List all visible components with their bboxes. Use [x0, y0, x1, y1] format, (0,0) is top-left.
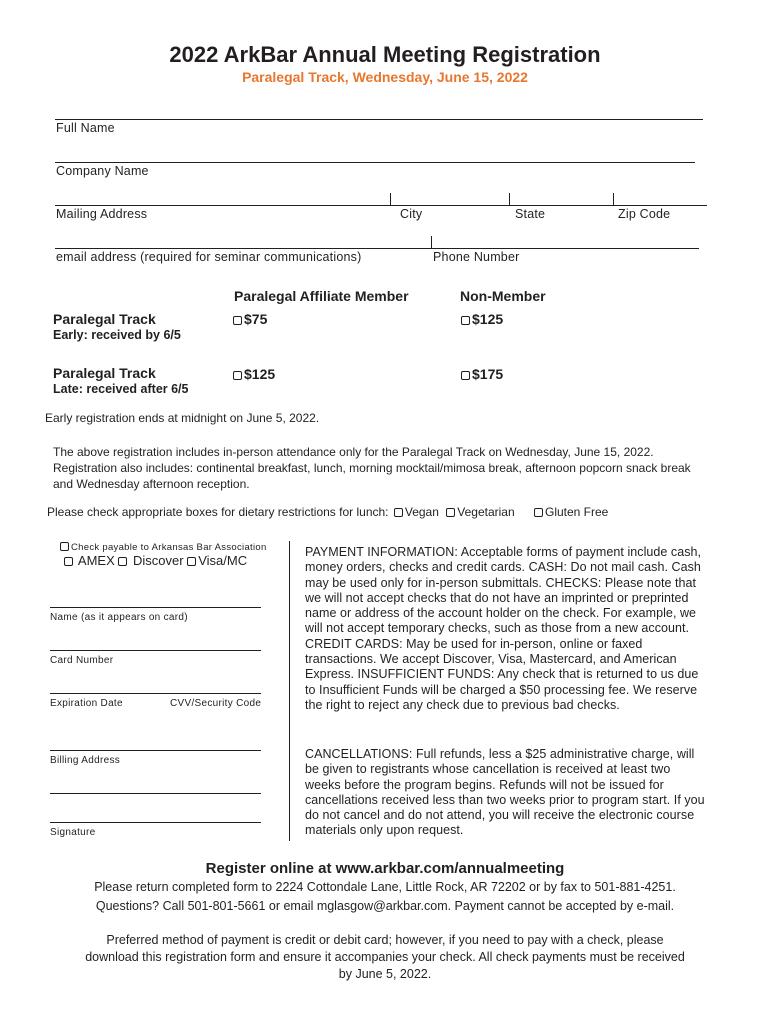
dietary-prompt [47, 505, 608, 519]
name-on-card-field[interactable] [50, 607, 261, 608]
card-number-label: Card Number [50, 655, 114, 666]
checkbox-icon[interactable] [118, 557, 127, 566]
gluten-free-label: Gluten Free [544, 505, 609, 519]
billing-address-label: Billing Address [50, 755, 121, 766]
checkbox-icon[interactable] [461, 316, 470, 325]
billing-address-field[interactable] [50, 750, 261, 751]
checkbox-icon[interactable] [461, 371, 470, 380]
vegetarian-label: Vegetarian [457, 505, 515, 519]
includes-line-3: and Wednesday afternoon reception. [53, 477, 250, 491]
member-column-header: Paralegal Affiliate Member [234, 288, 409, 304]
early-member-option[interactable] [233, 311, 267, 327]
email-phone-divider [431, 236, 432, 248]
signature-label: Signature [50, 827, 96, 838]
zip-label: Zip Code [618, 207, 671, 221]
preferred-payment-line-3: by June 5, 2022. [338, 967, 432, 981]
preferred-payment-line-2: download this registration form and ensure it accompanies your check. All check payments must be received [85, 950, 685, 964]
track-name: Paralegal Track [53, 311, 156, 327]
checkbox-icon[interactable] [394, 508, 403, 517]
card-number-field[interactable] [50, 650, 261, 651]
email-phone-field[interactable] [55, 248, 699, 249]
checkbox-icon[interactable] [187, 557, 196, 566]
amex-option[interactable] [64, 553, 115, 568]
cancellations-text: CANCELLATIONS: Full refunds, less a $25 administrative charge, will be given to registrants whose cancellation is received at least two weeks before the program begins. Refunds will not be issued for cancellations received less than two weeks prior to program start. If you do not cancel and do not attend, you will receive the electronic course materials only upon request. [305, 747, 705, 838]
vegan-option[interactable] [394, 505, 439, 519]
price-label: $125 [472, 311, 504, 327]
card-type-options [64, 553, 247, 568]
mailing-address-label: Mailing Address [56, 207, 148, 221]
checkbox-icon[interactable] [60, 542, 69, 551]
gluten-free-option[interactable] [534, 505, 608, 519]
vegan-label: Vegan [404, 505, 439, 519]
return-form-text: Please return completed form to 2224 Cottondale Lane, Little Rock, AR 72202 or by fax to 501-881-4251. [94, 880, 676, 894]
checkbox-icon[interactable] [64, 557, 73, 566]
dietary-prompt-text: Please check appropriate boxes for dietary restrictions for lunch: [47, 505, 389, 519]
amex-label: AMEX [77, 553, 115, 568]
discover-option[interactable] [118, 553, 183, 568]
address-city-divider [390, 193, 391, 205]
late-nonmember-option[interactable] [461, 366, 503, 382]
expiration-label: Expiration Date [50, 698, 123, 709]
signature-field[interactable] [50, 822, 261, 823]
discover-label: Discover [133, 553, 184, 568]
checkbox-icon[interactable] [233, 371, 242, 380]
name-on-card-label: Name (as it appears on card) [50, 612, 188, 623]
company-name-field[interactable] [55, 162, 695, 163]
company-name-label: Company Name [56, 164, 149, 178]
checkbox-icon[interactable] [446, 508, 455, 517]
form-subtitle: Paralegal Track, Wednesday, June 15, 2022 [242, 69, 528, 85]
preferred-payment-line-1: Preferred method of payment is credit or debit card; however, if you need to pay with a check, please [106, 933, 664, 947]
questions-text: Questions? Call 501-801-5661 or email mglasgow@arkbar.com. Payment cannot be accepted by e-mail. [95, 899, 675, 913]
checkbox-icon[interactable] [233, 316, 242, 325]
track-name: Paralegal Track [53, 365, 156, 381]
visa-mc-label: Visa/MC [198, 553, 248, 568]
vegetarian-option[interactable] [446, 505, 514, 519]
includes-line-1: The above registration includes in-person attendance only for the Paralegal Track on Wednesday, June 15, 2022. [53, 445, 654, 459]
price-label: $75 [244, 311, 268, 327]
nonmember-column-header: Non-Member [460, 288, 546, 304]
column-divider [289, 541, 290, 841]
cvv-label: CVV/Security Code [170, 698, 262, 709]
state-zip-divider [613, 193, 614, 205]
late-member-option[interactable] [233, 366, 275, 382]
full-name-label: Full Name [56, 121, 115, 135]
visa-mc-option[interactable] [187, 553, 247, 568]
price-label: $175 [472, 366, 504, 382]
state-label: State [515, 207, 546, 221]
track-deadline: Late: received after 6/5 [53, 382, 189, 396]
phone-label: Phone Number [433, 250, 520, 264]
includes-line-2: Registration also includes: continental breakfast, lunch, morning mocktail/mimosa break, afternoon popcorn snack break [53, 461, 691, 475]
early-registration-note: Early registration ends at midnight on June 5, 2022. [45, 411, 320, 425]
early-nonmember-option[interactable] [461, 311, 503, 327]
address-field[interactable] [55, 205, 707, 206]
check-payable-option[interactable] [60, 542, 267, 553]
register-online-heading: Register online at www.arkbar.com/annualmeeting [205, 860, 565, 877]
payment-information-text: PAYMENT INFORMATION: Acceptable forms of payment include cash, money orders, checks and credit cards. CASH: Do not mail cash. Cash may be used only for in-person submittals. CHECKS: Please note that we will not accept checks that do not have an imprinted or preprinted name or address of the account holder on the check. For example, we will not accept temporary checks, such as those from a new account. CREDIT CARDS: May be used for in-person, online or faxed transactions. We accept Discover, Visa, Mastercard, and American Express. INSUFFICIENT FUNDS: Any check that is returned to us due to Insufficient Funds will be charged a $50 processing fee. We reserve the right to reject any check due to previous bad checks. [305, 545, 702, 712]
form-title: 2022 ArkBar Annual Meeting Registration [169, 42, 601, 67]
city-label: City [400, 207, 423, 221]
price-label: $125 [244, 366, 276, 382]
email-label: email address (required for seminar communications) [56, 250, 362, 264]
full-name-field[interactable] [55, 119, 703, 120]
expiration-cvv-field[interactable] [50, 693, 261, 694]
billing-address-field-2[interactable] [50, 793, 261, 794]
city-state-divider [509, 193, 510, 205]
track-deadline: Early: received by 6/5 [53, 328, 181, 342]
checkbox-icon[interactable] [534, 508, 543, 517]
check-payable-label: Check payable to Arkansas Bar Association [71, 542, 267, 553]
